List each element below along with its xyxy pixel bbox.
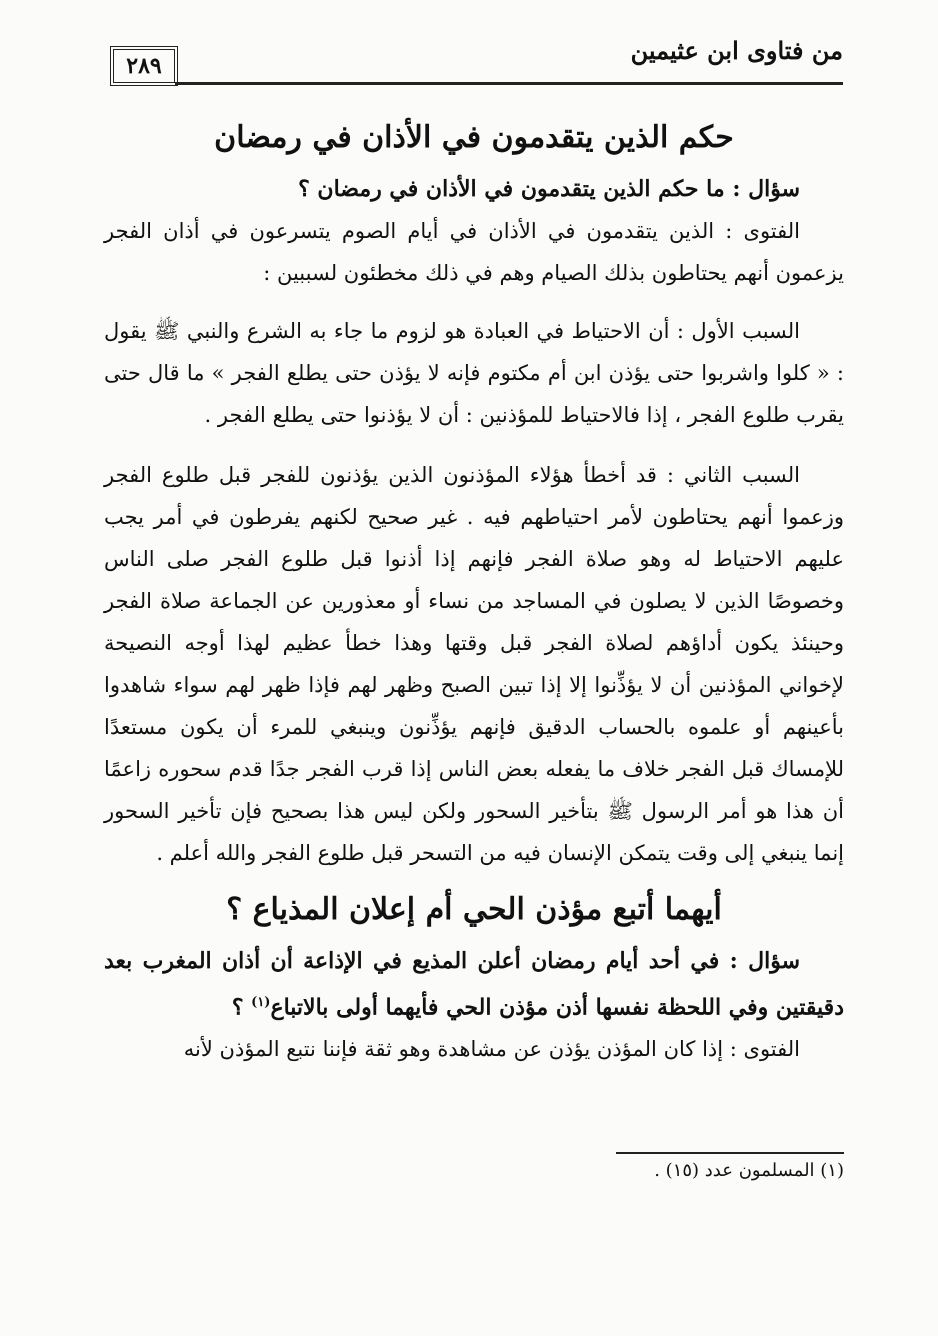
question-2: [104, 940, 844, 1028]
question-1: سؤال : ما حكم الذين يتقدمون في الأذان في رمضان ؟: [298, 176, 800, 202]
question-2-end: ؟: [231, 994, 252, 1021]
question-2-text: سؤال : في أحد أيام رمضان أعلن المذيع في الإذاعة أن أذان المغرب بعد دقيقتين وفي اللحظة نفسها أذن مؤذن الحي فأيهما أولى بالاتباع: [104, 948, 844, 1021]
header-rule: [175, 82, 843, 85]
footnote-marker: (١): [251, 995, 271, 1010]
reason-1: السبب الأول : أن الاحتياط في العبادة هو لزوم ما جاء به الشرع والنبي ﷺ يقول : « كلوا واشربوا حتى يؤذن ابن أم مكتوم فإنه لا يؤذن حتى يطلع الفجر » ما قال حتى يقرب طلوع الفجر ، إذا فالاحتياط للمؤذنين : أن لا يؤذنوا حتى يطلع الفجر .: [104, 319, 844, 427]
page-content: [104, 108, 844, 1070]
page-header: [105, 28, 843, 90]
section-title-2: أيهما أتبع مؤذن الحي أم إعلان المذياع ؟: [226, 892, 722, 927]
page-number: ٢٨٩: [110, 46, 178, 86]
fatwa-2: الفتوى : إذا كان المؤذن يؤذن عن مشاهدة وهو ثقة فإننا نتبع المؤذن لأنه: [183, 1037, 800, 1062]
reason-2: السبب الثاني : قد أخطأ هؤلاء المؤذنون الذين يؤذنون للفجر قبل طلوع الفجر وزعموا أنهم يحتاطون لأمر احتياطهم فيه . غير صحيح لكنهم يفرطون في أمر يجب عليهم الاحتياط له وهو صلاة الفجر فإنهم إذا أذنوا قبل طلوع الفجر صلى الناس وخصوصًا الذين لا يصلون في المساجد من نساء أو معذورين عن الجماعة صلاة الفجر وحينئذ يكون أداؤهم لصلاة الفجر قبل وقتها وهذا خطأ عظيم لهذا أوجه النصيحة لإخواني المؤذنين أن لا يؤذِّنوا إلا إذا تبين الصبح وظهر لهم فإذا ظهر لهم سواء شاهدوا بأعينهم أو علموه بالحساب الدقيق فإنهم يؤذِّنون وينبغي للمرء أن يكون مستعدًا للإمساك قبل الفجر خلاف ما يفعله بعض الناس إذا قرب الفجر جدًا قدم سحوره زاعمًا أن هذا هو أمر الرسول ﷺ بتأخير السحور ولكن ليس هذا بصحيح فإن تأخير السحور إنما ينبغي إلى وقت يتمكن الإنسان فيه من التسحر قبل طلوع الفجر والله أعلم .: [104, 463, 844, 865]
running-title: من فتاوى ابن عثيمين: [630, 36, 843, 65]
footnote-rule: [616, 1152, 844, 1154]
section-title-1: حكم الذين يتقدمون في الأذان في رمضان: [214, 120, 734, 155]
fatwa-1: الفتوى : الذين يتقدمون في الأذان في أيام الصوم يتسرعون في أذان الفجر يزعمون أنهم يحتاطون بذلك الصيام وهم في ذلك مخطئون لسببين :: [104, 219, 844, 285]
footnote: (١) المسلمون عدد (١٥) .: [654, 1160, 844, 1181]
